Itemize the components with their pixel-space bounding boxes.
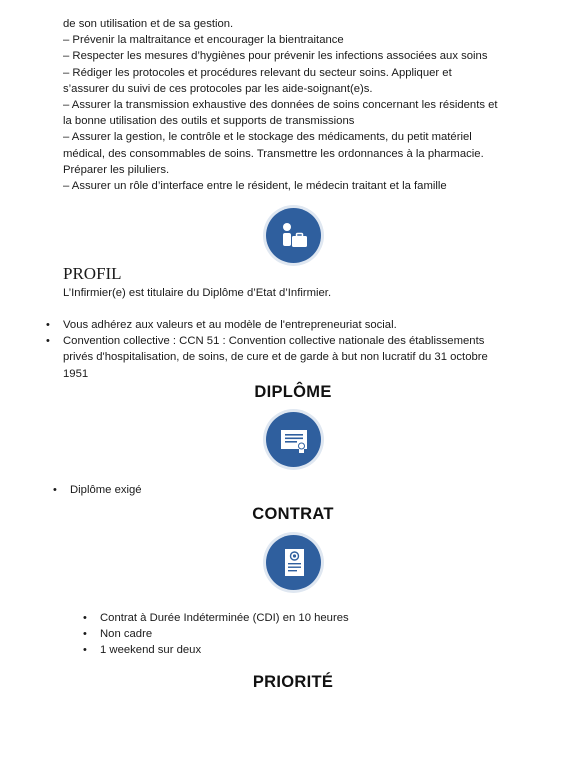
missions-line: – Rédiger les protocoles et procédures relevant du secteur soins. Appliquer et — [63, 66, 452, 79]
missions-line: médical, des consommables de soins. Transmettre les ordonnances à la pharmacie. — [63, 147, 484, 160]
person-briefcase-icon — [266, 208, 321, 263]
diplome-title: DIPLÔME — [254, 383, 332, 401]
missions-line: de son utilisation et de sa gestion. — [63, 18, 234, 30]
profil-subtitle: L’Infirmier(e) est titulaire du Diplôme d’Etat d’Infirmier. — [63, 287, 332, 299]
list-item-line: privés d'hospitalisation, de soins, de cure et de garde à but non lucratif du 31 octobre — [63, 351, 488, 364]
diplome-bullet-list — [70, 482, 370, 498]
list-item: • Contrat à Durée Indéterminée (CDI) en 10 heures — [100, 610, 500, 626]
list-item: • 1 weekend sur deux — [100, 642, 500, 658]
list-item-line: 1951 — [63, 367, 89, 380]
priorite-title: PRIORITÉ — [252, 673, 334, 691]
missions-line: – Assurer la gestion, le contrôle et le stockage des médicaments, du petit matériel — [63, 131, 472, 144]
list-item: • Diplôme exigé — [70, 482, 370, 498]
missions-list — [63, 16, 533, 194]
missions-line: – Assurer un rôle d’interface entre le résident, le médecin traitant et la famille — [63, 180, 447, 193]
profil-title: PROFIL — [63, 264, 122, 283]
missions-line: – Assurer la transmission exhaustive des données de soins concernant les résidents et — [63, 99, 498, 112]
missions-line: – Respecter les mesures d’hygiènes pour prévenir les infections associées aux soins — [63, 50, 488, 63]
missions-line: la bonne utilisation des outils et supports de transmissions — [63, 115, 355, 128]
contrat-title: CONTRAT — [252, 505, 334, 523]
contract-document-icon — [266, 535, 321, 590]
diploma-certificate-icon — [266, 412, 321, 467]
list-item — [63, 333, 533, 382]
missions-line: – Prévenir la maltraitance et encourager la bientraitance — [63, 34, 344, 47]
profil-bullet-list — [63, 317, 533, 382]
list-item: • Non cadre — [100, 626, 500, 642]
list-item-line: Convention collective : CCN 51 : Convention collective nationale des établissements — [63, 335, 485, 348]
list-item: • Vous adhérez aux valeurs et au modèle de l'entrepreneuriat social. — [63, 317, 533, 333]
missions-line: s’assurer du suivi de ces protocoles par les aide-soignant(e)s. — [63, 82, 373, 95]
contrat-bullet-list — [100, 610, 500, 659]
missions-line: Préparer les piluliers. — [63, 163, 170, 176]
